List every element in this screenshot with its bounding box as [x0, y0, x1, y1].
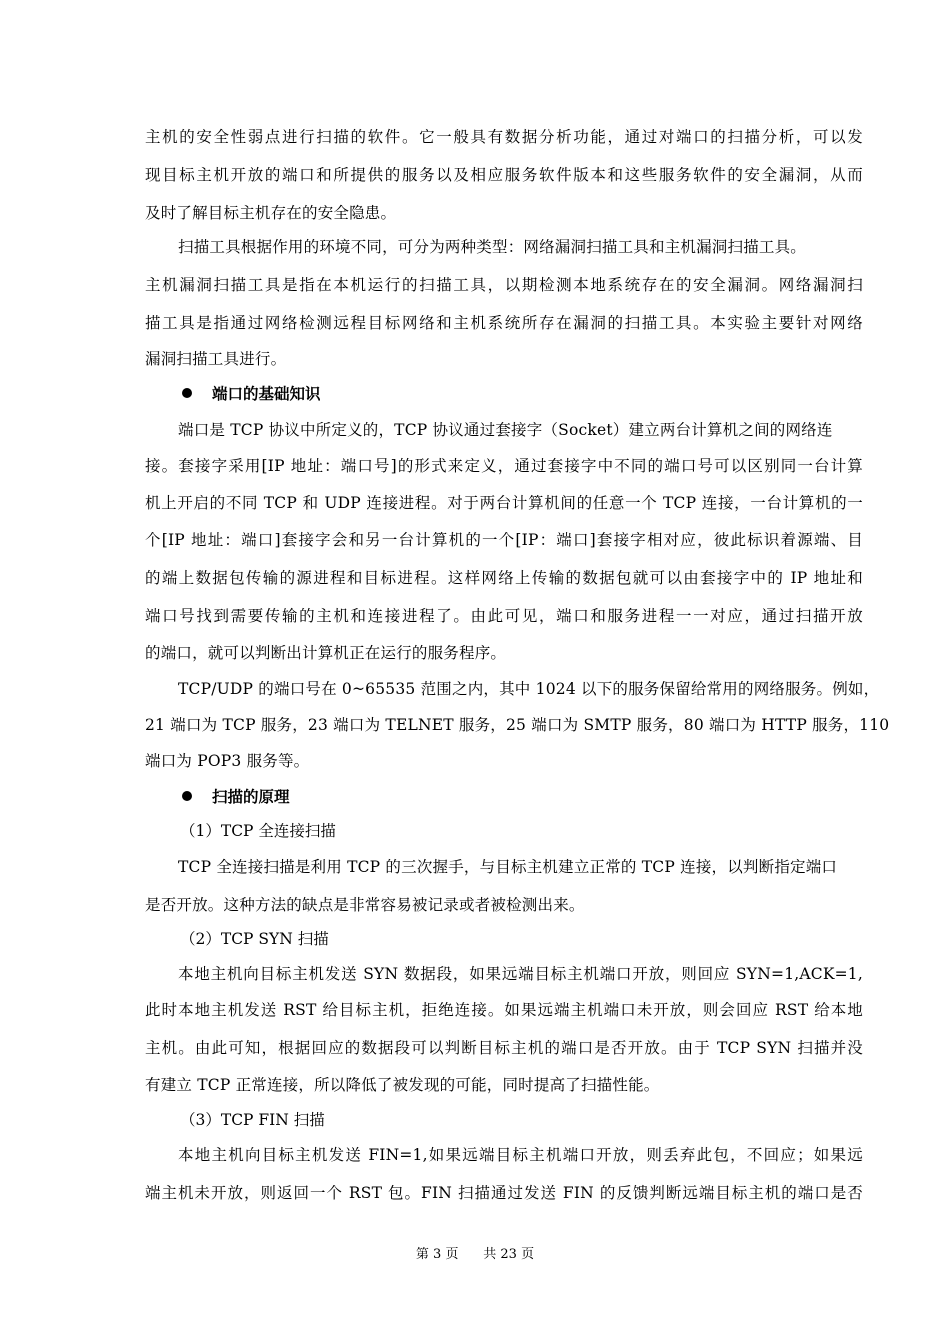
- paragraph-line: 是否开放。这种方法的缺点是非常容易被记录或者被检测出来。: [145, 896, 585, 914]
- paragraph-line: 端主机未开放，则返回一个 RST 包。FIN 扫描通过发送 FIN 的反馈判断远端目标主机的端口是否: [145, 1184, 863, 1202]
- page-total: 共 23 页: [483, 1247, 535, 1262]
- paragraph-line: 端口号找到需要传输的主机和连接进程了。由此可见，端口和服务进程一一对应，通过扫描开放: [145, 607, 863, 625]
- paragraph-line: 主机的安全性弱点进行扫描的软件。它一般具有数据分析功能，通过对端口的扫描分析，可以发: [145, 128, 863, 146]
- page-number: 第 3 页: [415, 1247, 459, 1262]
- paragraph-line: TCP/UDP 的端口号在 0~65535 范围之内，其中 1024 以下的服务保留给常用的网络服务。例如，: [178, 680, 880, 698]
- heading-text: 扫描的原理: [212, 787, 290, 806]
- paragraph-line: 及时了解目标主机存在的安全隐患。: [145, 204, 397, 222]
- paragraph-line: 扫描工具根据作用的环境不同，可分为两种类型：网络漏洞扫描工具和主机漏洞扫描工具。: [178, 238, 807, 256]
- section-heading-scan: [182, 787, 290, 807]
- subheading-tcp-connect: （1）TCP 全连接扫描: [180, 822, 336, 840]
- paragraph-line: 有建立 TCP 正常连接，所以降低了被发现的可能，同时提高了扫描性能。: [145, 1076, 660, 1094]
- subheading-tcp-fin: （3）TCP FIN 扫描: [180, 1111, 325, 1129]
- paragraph-line: 21 端口为 TCP 服务，23 端口为 TELNET 服务，25 端口为 SMTP 服务，80 端口为 HTTP 服务，110: [145, 716, 890, 734]
- paragraph-line: 本地主机向目标主机发送 SYN 数据段，如果远端目标主机端口开放，则回应 SYN=1,ACK=1,: [178, 965, 863, 983]
- paragraph-line: 主机漏洞扫描工具是指在本机运行的扫描工具，以期检测本地系统存在的安全漏洞。网络漏洞扫: [145, 276, 863, 294]
- paragraph-line: 此时本地主机发送 RST 给目标主机，拒绝连接。如果远端主机端口未开放，则会回应 RST 给本地: [145, 1001, 863, 1019]
- paragraph-line: 个[IP 地址：端口]套接字会和另一台计算机的一个[IP：端口]套接字相对应，彼此标识着源端、目: [145, 531, 863, 549]
- paragraph-line: 端口为 POP3 服务等。: [145, 752, 310, 770]
- paragraph-line: 漏洞扫描工具进行。: [145, 350, 287, 368]
- section-heading-ports: [182, 384, 321, 404]
- paragraph-line: 本地主机向目标主机发送 FIN=1,如果远端目标主机端口开放，则丢弃此包，不回应；如果远: [178, 1146, 863, 1164]
- paragraph-line: 接。套接字采用[IP 地址：端口号]的形式来定义，通过套接字中不同的端口号可以区别同一台计算: [145, 457, 863, 475]
- paragraph-line: 现目标主机开放的端口和所提供的服务以及相应服务软件版本和这些服务软件的安全漏洞，从而: [145, 166, 863, 184]
- bullet-icon: [182, 388, 192, 398]
- paragraph-line: 的端上数据包传输的源进程和目标进程。这样网络上传输的数据包就可以由套接字中的 IP 地址和: [145, 569, 863, 587]
- paragraph-line: 主机。由此可知，根据回应的数据段可以判断目标主机的端口是否开放。由于 TCP SYN 扫描并没: [145, 1039, 863, 1057]
- paragraph-line: 描工具是指通过网络检测远程目标网络和主机系统所存在漏洞的扫描工具。本实验主要针对网络: [145, 314, 863, 332]
- subheading-tcp-syn: （2）TCP SYN 扫描: [180, 930, 329, 948]
- paragraph-line: 端口是 TCP 协议中所定义的，TCP 协议通过套接字（Socket）建立两台计算机之间的网络连: [178, 421, 833, 439]
- page-footer: [0, 1246, 950, 1264]
- paragraph-line: 机上开启的不同 TCP 和 UDP 连接进程。对于两台计算机间的任意一个 TCP 连接，一台计算机的一: [145, 494, 863, 512]
- paragraph-line: 的端口，就可以判断出计算机正在运行的服务程序。: [145, 644, 507, 662]
- bullet-icon: [182, 791, 192, 801]
- paragraph-line: TCP 全连接扫描是利用 TCP 的三次握手，与目标主机建立正常的 TCP 连接，以判断指定端口: [178, 858, 838, 876]
- heading-text: 端口的基础知识: [212, 384, 321, 403]
